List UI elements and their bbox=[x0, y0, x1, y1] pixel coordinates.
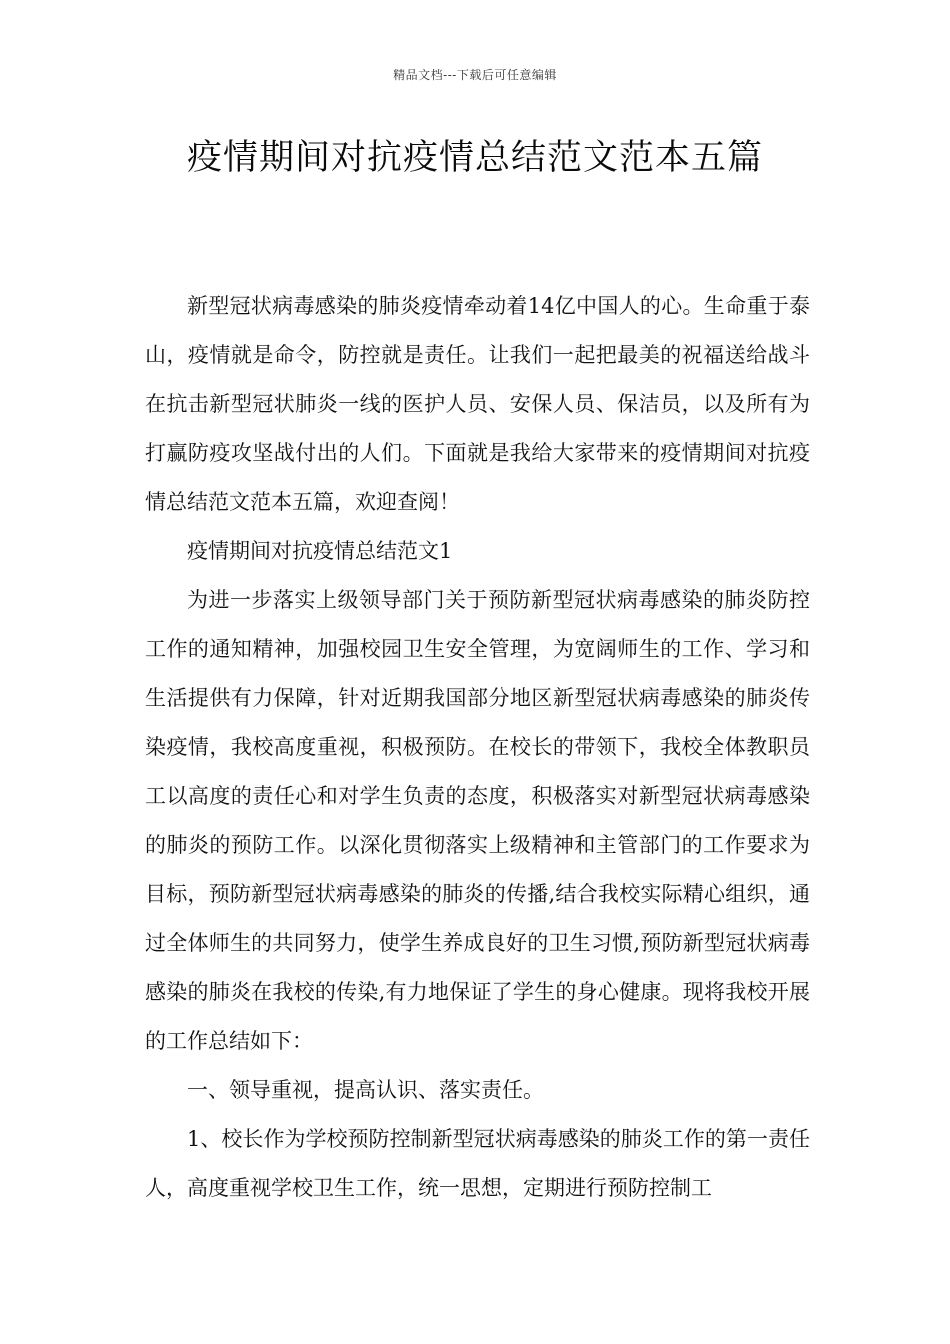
document-title: 疫情期间对抗疫情总结范文范本五篇 bbox=[186, 138, 763, 178]
document-body bbox=[145, 282, 810, 1213]
body-paragraph: 为进一步落实上级领导部门关于预防新型冠状病毒感染的肺炎防控工作的通知精神，加强校园卫生安全管理，为宽阔师生的工作、学习和生活提供有力保障，针对近期我国部分地区新型冠状病毒感染的肺炎传染疫情，我校高度重视，积极预防。在校长的带领下，我校全体教职员工以高度的责任心和对学生负责的态度，积极落实对新型冠状病毒感染的肺炎的预防工作。以深化贯彻落实上级精神和主管部门的工作要求为目标，预防新型冠状病毒感染的肺炎的传播,结合我校实际精心组织，通过全体师生的共同努力，使学生养成良好的卫生习惯,预防新型冠状病毒感染的肺炎在我校的传染,有力地保证了学生的身心健康。现将我校开展的工作总结如下： bbox=[145, 588, 810, 1053]
intro-paragraph: 新型冠状病毒感染的肺炎疫情牵动着14亿中国人的心。生命重于泰山，疫情就是命令，防控就是责任。让我们一起把最美的祝福送给战斗在抗击新型冠状肺炎一线的医护人员、安保人员、保洁员，以及所有为打赢防疫攻坚战付出的人们。下面就是我给大家带来的疫情期间对抗疫情总结范文范本五篇，欢迎查阅！ bbox=[145, 294, 810, 514]
header-note: 精品文档---下载后可任意编辑 bbox=[393, 68, 557, 82]
subsection-heading: 一、领导重视，提高认识、落实责任。 bbox=[187, 1078, 544, 1102]
body-paragraph: 1、校长作为学校预防控制新型冠状病毒感染的肺炎工作的第一责任人，高度重视学校卫生工作，统一思想，定期进行预防控制工 bbox=[145, 1127, 810, 1200]
section-heading: 疫情期间对抗疫情总结范文1 bbox=[187, 539, 453, 563]
